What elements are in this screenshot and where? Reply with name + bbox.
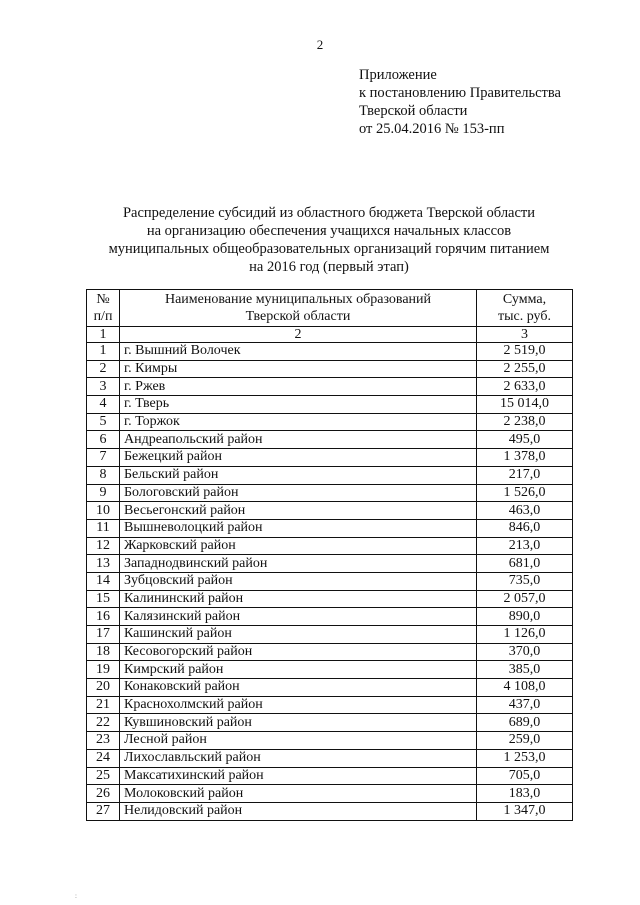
- appendix-line: к постановлению Правительства: [359, 85, 561, 101]
- subsidy-amount: 217,0: [477, 466, 573, 484]
- subsidy-amount: 1 126,0: [477, 626, 573, 644]
- table-row: [87, 360, 573, 378]
- row-number: 4: [87, 396, 120, 414]
- subsidy-amount: 2 519,0: [477, 343, 573, 361]
- municipality-name: Молоковский район: [120, 785, 477, 803]
- municipality-name: Кимрский район: [120, 661, 477, 679]
- municipality-name: Бежецкий район: [120, 449, 477, 467]
- table-row: [87, 626, 573, 644]
- subsidy-amount: 1 378,0: [477, 449, 573, 467]
- column-number: 2: [120, 327, 477, 343]
- appendix-line: Тверской области: [359, 103, 468, 119]
- subsidy-amount: 1 526,0: [477, 484, 573, 502]
- subsidy-amount: 2 238,0: [477, 413, 573, 431]
- municipality-name: Вышневолоцкий район: [120, 519, 477, 537]
- subsidy-amount: 15 014,0: [477, 396, 573, 414]
- subsidy-amount: 437,0: [477, 696, 573, 714]
- table-row: [87, 502, 573, 520]
- row-number: 10: [87, 502, 120, 520]
- municipality-name: Бологовский район: [120, 484, 477, 502]
- row-number: 5: [87, 413, 120, 431]
- table-row: [87, 431, 573, 449]
- row-number: 21: [87, 696, 120, 714]
- municipality-name: Лихославльский район: [120, 749, 477, 767]
- municipality-name: Краснохолмский район: [120, 696, 477, 714]
- subsidy-amount: 259,0: [477, 732, 573, 750]
- table-row: [87, 537, 573, 555]
- column-number: 1: [87, 327, 120, 343]
- table-row: [87, 696, 573, 714]
- municipality-name: Андреапольский район: [120, 431, 477, 449]
- subsidy-amount: 2 633,0: [477, 378, 573, 396]
- table-row: [87, 785, 573, 803]
- table-row: [87, 749, 573, 767]
- table-row: [87, 343, 573, 361]
- column-number: 3: [477, 327, 573, 343]
- row-number: 23: [87, 732, 120, 750]
- subsidy-amount: 213,0: [477, 537, 573, 555]
- subsidy-amount: 681,0: [477, 555, 573, 573]
- municipality-name: Зубцовский район: [120, 572, 477, 590]
- table-row: [87, 608, 573, 626]
- row-number: 25: [87, 767, 120, 785]
- subsidy-amount: 1 347,0: [477, 802, 573, 820]
- title-line: Распределение субсидий из областного бюджета Тверской области: [122, 205, 536, 221]
- table-row: [87, 643, 573, 661]
- subsidy-amount: 385,0: [477, 661, 573, 679]
- document-title: [90, 204, 568, 276]
- appendix-line: Приложение: [359, 67, 437, 83]
- row-number: 19: [87, 661, 120, 679]
- row-number: 15: [87, 590, 120, 608]
- row-number: 7: [87, 449, 120, 467]
- municipality-name: г. Тверь: [120, 396, 477, 414]
- subsidies-table: [86, 289, 573, 821]
- subsidy-amount: 890,0: [477, 608, 573, 626]
- subsidy-amount: 735,0: [477, 572, 573, 590]
- header-municipality-line2: Тверской области: [245, 309, 351, 324]
- column-number-row: [87, 327, 573, 343]
- municipality-name: Лесной район: [120, 732, 477, 750]
- row-number: 11: [87, 519, 120, 537]
- table-header-row: [87, 290, 573, 327]
- subsidy-amount: 370,0: [477, 643, 573, 661]
- municipality-name: Калязинский район: [120, 608, 477, 626]
- row-number: 17: [87, 626, 120, 644]
- subsidy-amount: 463,0: [477, 502, 573, 520]
- municipality-name: г. Торжок: [120, 413, 477, 431]
- row-number: 12: [87, 537, 120, 555]
- header-sum: [477, 290, 573, 327]
- subsidy-amount: 689,0: [477, 714, 573, 732]
- subsidy-amount: 2 057,0: [477, 590, 573, 608]
- table-row: [87, 714, 573, 732]
- appendix-block: [359, 66, 561, 138]
- header-sum-line1: Сумма,: [502, 292, 547, 307]
- title-line: муниципальных общеобразовательных организаций горячим питанием: [108, 241, 550, 257]
- header-number-line1: №: [96, 292, 110, 307]
- municipality-name: Калининский район: [120, 590, 477, 608]
- subsidy-amount: 705,0: [477, 767, 573, 785]
- table-row: [87, 413, 573, 431]
- municipality-name: Кесовогорский район: [120, 643, 477, 661]
- table-row: [87, 679, 573, 697]
- page-number: 2: [316, 37, 324, 52]
- municipality-name: Кувшиновский район: [120, 714, 477, 732]
- table-row: [87, 802, 573, 820]
- municipality-name: Жарковский район: [120, 537, 477, 555]
- header-municipality-line1: Наименование муниципальных образований: [164, 292, 432, 307]
- row-number: 9: [87, 484, 120, 502]
- row-number: 8: [87, 466, 120, 484]
- table-row: [87, 519, 573, 537]
- title-line: на организацию обеспечения учащихся начальных классов: [146, 223, 512, 239]
- table-row: [87, 590, 573, 608]
- subsidy-amount: 495,0: [477, 431, 573, 449]
- municipality-name: г. Кимры: [120, 360, 477, 378]
- row-number: 6: [87, 431, 120, 449]
- subsidy-amount: 846,0: [477, 519, 573, 537]
- municipality-name: Бельский район: [120, 466, 477, 484]
- table-row: [87, 767, 573, 785]
- municipality-name: Кашинский район: [120, 626, 477, 644]
- row-number: 20: [87, 679, 120, 697]
- table-row: [87, 555, 573, 573]
- municipality-name: г. Ржев: [120, 378, 477, 396]
- row-number: 16: [87, 608, 120, 626]
- subsidy-amount: 1 253,0: [477, 749, 573, 767]
- subsidy-amount: 2 255,0: [477, 360, 573, 378]
- municipality-name: Максатихинский район: [120, 767, 477, 785]
- municipality-name: Весьегонский район: [120, 502, 477, 520]
- header-sum-line2: тыс. руб.: [498, 309, 551, 324]
- table-row: [87, 484, 573, 502]
- row-number: 1: [87, 343, 120, 361]
- municipality-name: Нелидовский район: [120, 802, 477, 820]
- row-number: 24: [87, 749, 120, 767]
- header-municipality: [120, 290, 477, 327]
- municipality-name: г. Вышний Волочек: [120, 343, 477, 361]
- row-number: 18: [87, 643, 120, 661]
- table-row: [87, 572, 573, 590]
- row-number: 2: [87, 360, 120, 378]
- header-number-line2: п/п: [93, 309, 113, 324]
- margin-mark: :: [75, 892, 77, 900]
- table-row: [87, 449, 573, 467]
- table-row: [87, 396, 573, 414]
- municipality-name: Западнодвинский район: [120, 555, 477, 573]
- header-number: [87, 290, 120, 327]
- row-number: 3: [87, 378, 120, 396]
- table-row: [87, 466, 573, 484]
- table-row: [87, 661, 573, 679]
- subsidy-amount: 183,0: [477, 785, 573, 803]
- row-number: 22: [87, 714, 120, 732]
- municipality-name: Конаковский район: [120, 679, 477, 697]
- table-row: [87, 732, 573, 750]
- row-number: 27: [87, 802, 120, 820]
- subsidy-amount: 4 108,0: [477, 679, 573, 697]
- row-number: 14: [87, 572, 120, 590]
- appendix-date-line: от 25.04.2016 № 153-пп: [359, 121, 505, 137]
- table-body: [87, 343, 573, 821]
- title-line: на 2016 год (первый этап): [249, 259, 409, 275]
- row-number: 13: [87, 555, 120, 573]
- table-row: [87, 378, 573, 396]
- row-number: 26: [87, 785, 120, 803]
